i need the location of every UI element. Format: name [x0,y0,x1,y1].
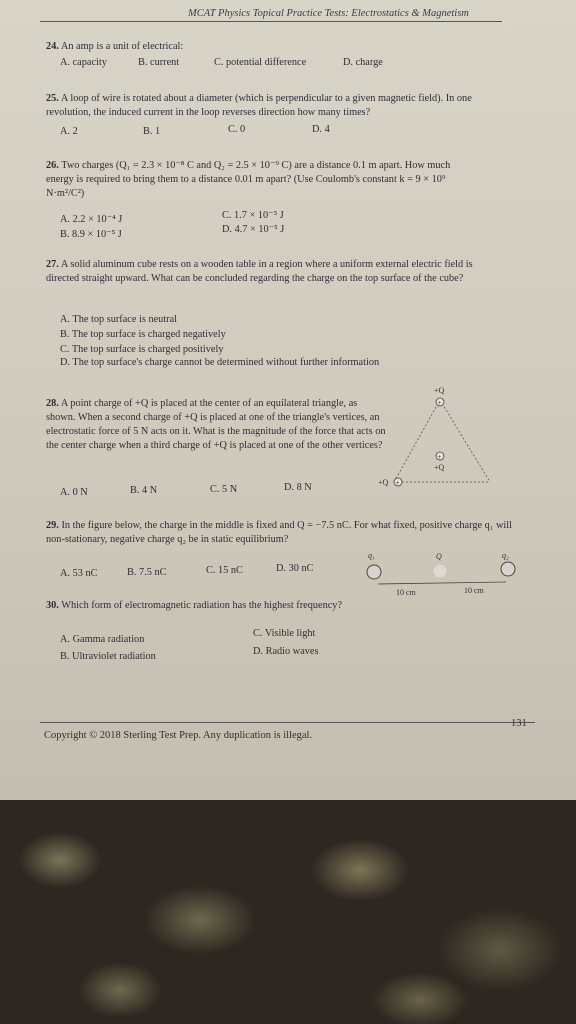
Q-label: Q [436,552,442,561]
question-number: 24. [46,41,59,52]
option-26c: C. 1.7 × 10⁻⁵ J [222,210,284,221]
option-30d: D. Radio waves [253,646,319,657]
question-27 [46,258,486,286]
distance-line [378,582,506,584]
question-number: 26. [46,160,59,171]
page-number: 131 [511,718,527,729]
question-28 [46,397,388,453]
question-30 [46,599,486,613]
option-27b: B. The top surface is charged negatively [60,329,226,340]
Q-charge [433,564,447,578]
option-28c: C. 5 N [210,484,238,495]
plus-sign-icon: + [395,479,400,487]
option-28a: A. 0 N [60,487,88,498]
center-charge-label: +Q [434,463,445,472]
q1-charge [367,565,381,579]
option-28d: D. 8 N [284,482,312,493]
option-26d: D. 4.7 × 10⁻⁵ J [222,224,285,235]
option-25a: A. 2 [60,126,78,137]
option-26a: A. 2.2 × 10⁻⁴ J [60,214,123,225]
question-number: 29. [46,520,59,531]
option-29c: C. 15 nC [206,565,243,576]
question-text: A loop of wire is rotated about a diameter (which is perpendicular to a given magnetic field). In one revolution, the induced current in the loop reverses direction how many times? [46,93,472,118]
question-26 [46,159,476,201]
question-text: In the figure below, the charge in the middle is fixed and Q = −7.5 nC. For what fixed, positive charge q₁ will non-stationary, negative charge q₂ be in static equilibrium? [46,520,512,545]
question-text: Which form of electromagnetic radiation has the highest frequency? [61,600,343,611]
distance-label-left: 10 cm [396,588,416,597]
copyright-notice: Copyright © 2018 Sterling Test Prep. Any duplication is illegal. [44,730,313,741]
question-24 [46,40,486,54]
option-24b: B. current [138,57,180,68]
option-25c: C. 0 [228,124,246,135]
option-27d: D. The top surface's charge cannot be determined without further information [60,357,380,368]
question-number: 27. [46,259,59,270]
question-29 [46,519,516,547]
option-30a: A. Gamma radiation [60,634,145,645]
running-header: MCAT Physics Topical Practice Tests: Electrostatics & Magnetism [188,8,469,19]
header-rule [40,21,502,22]
three-charge-figure [356,548,526,600]
option-30c: C. Visible light [253,628,316,639]
option-30b: B. Ultraviolet radiation [60,651,156,662]
question-number: 28. [46,398,59,409]
q2-charge [501,562,515,576]
plus-sign-icon: + [437,453,442,461]
option-24c: C. potential difference [214,57,307,68]
option-28b: B. 4 N [130,485,158,496]
plus-sign-icon: + [437,399,442,407]
distance-label-right: 10 cm [464,586,484,595]
triangle-figure [368,382,508,500]
left-charge-label: +Q [378,478,389,487]
question-text: A point charge of +Q is placed at the center of an equilateral triangle, as shown. When a second charge of +Q is placed at one of the triangle's vertices, an electrostatic force of 5 N acts on it. What is the magnitude of the force that acts on the center charge when a third charge of +Q is placed at one of the other vertices? [46,398,386,451]
question-number: 30. [46,600,59,611]
question-text: Two charges (Q₁ = 2.3 × 10⁻⁸ C and Q₂ = 2.5 × 10⁻⁹ C) are a distance 0.1 m apart. How much energy is required to bring them to a distance 0.01 m apart? (Use Coulomb's constant k = 9 × 10⁹ N·m²/C²) [46,160,451,199]
footer-rule [40,722,535,723]
option-27c: C. The top surface is charged positively [60,344,224,355]
question-number: 25. [46,93,59,104]
option-25d: D. 4 [312,124,330,135]
background-fabric [0,800,576,1024]
q2-label: q₂ [502,551,509,560]
question-25 [46,92,486,120]
option-27a: A. The top surface is neutral [60,314,178,325]
option-24a: A. capacity [60,57,107,68]
option-29a: A. 53 nC [60,568,98,579]
option-29d: D. 30 nC [276,563,314,574]
top-charge-label: +Q [434,386,445,395]
option-26b: B. 8.9 × 10⁻⁵ J [60,229,122,240]
triangle-edge [437,399,490,482]
option-29b: B. 7.5 nC [127,567,167,578]
option-25b: B. 1 [143,126,161,137]
question-text: A solid aluminum cube rests on a wooden table in a region where a uniform external electric field is directed straight upward. What can be concluded regarding the charge on the top surface of the cube? [46,259,473,284]
question-text: An amp is a unit of electrical: [60,41,184,52]
q1-label: q₁ [368,551,375,560]
option-24d: D. charge [343,57,383,68]
